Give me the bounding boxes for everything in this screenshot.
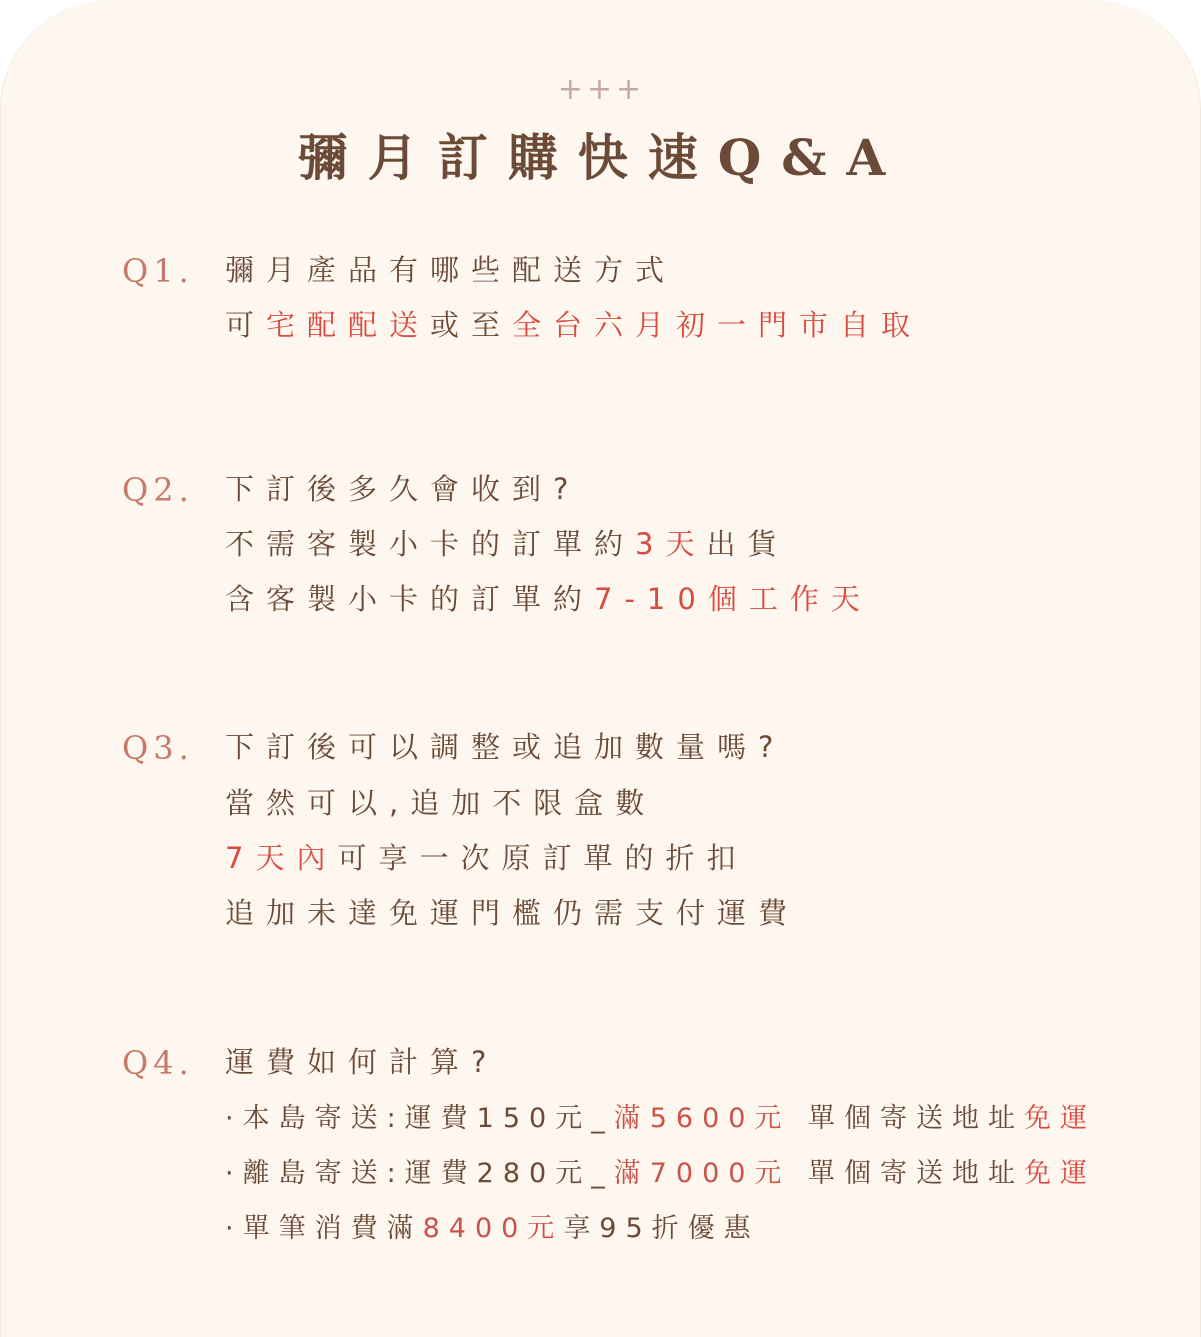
q1-answer-highlight: 宅配配送 [266,308,431,342]
q4-answer-highlight: 免運 [1024,1158,1097,1189]
q3-answer-part: 可享一次原訂單的折扣 [337,841,748,875]
q2-answer-part: 不需客製小卡的訂單約 [225,527,636,561]
q1-answer-part: 或至 [430,308,513,342]
q2-question: 下訂後多久會收到? [225,472,581,506]
q4-question: 運費如何計算? [225,1045,499,1079]
q2-answer-part: 含客製小卡的訂單約 [225,582,595,616]
q2-answer-highlight: 3天 [635,527,707,561]
q1-answer-part: 可 [225,308,267,342]
q4-answer-part: 享95折優惠 [563,1213,760,1244]
q2-answer-highlight: 7-10個工作天 [594,582,872,616]
q3-answer-2 [225,838,747,878]
q4-answer-highlight: 滿7000元 [613,1158,791,1189]
q4-answer-part: ·單筆消費滿 [225,1213,423,1244]
q4-answer-highlight: 8400元 [422,1213,564,1244]
q4-answer-2 [225,1154,1096,1194]
q3-answer-1: 當然可以,追加不限盒數 [225,786,657,820]
q2-answer-part: 出貨 [706,527,789,561]
q4-answer-1 [225,1099,1096,1139]
q3-question: 下訂後可以調整或追加數量嗎? [225,730,786,764]
q1-answer-highlight: 全台六月初一門市自取 [512,308,923,342]
q2-label: Q2. [122,471,194,509]
q3-label: Q3. [122,729,194,767]
q1-question: 彌月產品有哪些配送方式 [225,253,677,287]
q4-answer-part: 單個寄送地址 [790,1103,1025,1134]
q4-answer-highlight: 滿5600元 [613,1103,791,1134]
q4-answer-highlight: 免運 [1024,1103,1097,1134]
q1-answer [225,305,922,345]
q4-answer-part: ·本島寄送:運費150元_ [225,1103,614,1134]
q1-label: Q1. [122,252,194,290]
q3-answer-3: 追加未達免運門檻仍需支付運費 [225,896,800,930]
q4-answer-3 [225,1209,760,1249]
page-title: 彌月訂購快速Q&A [297,128,906,187]
q4-answer-part: 單個寄送地址 [790,1158,1025,1189]
q2-answer-1 [225,524,788,564]
q3-answer-highlight: 7天內 [225,841,338,875]
q4-answer-part: ·離島寄送:運費280元_ [225,1158,614,1189]
q4-label: Q4. [122,1044,194,1082]
q2-answer-2 [225,579,872,619]
sparkle-stars-icon: +++ [557,72,646,107]
